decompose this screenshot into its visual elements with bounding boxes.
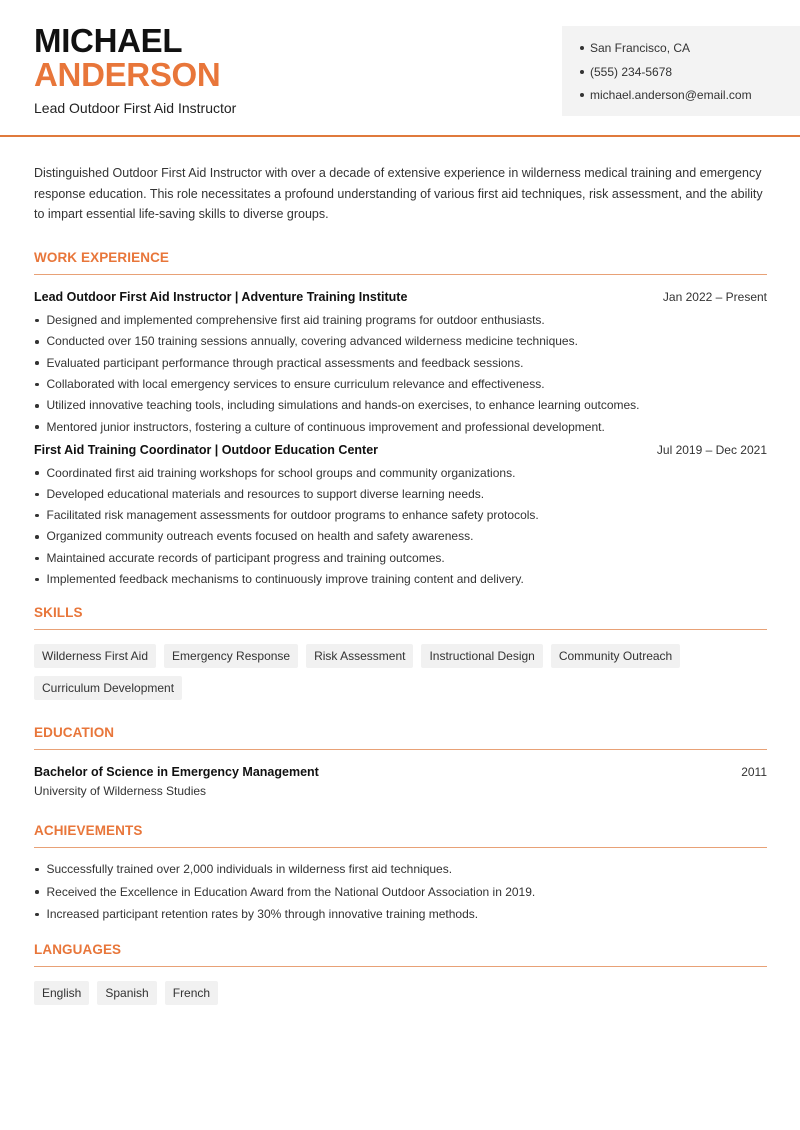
contact-email[interactable]: michael.anderson@email.com bbox=[580, 87, 782, 103]
education-section bbox=[34, 725, 767, 798]
list-item: Utilized innovative teaching tools, including simulations and hands-on exercises, to enhance learning outcomes. bbox=[34, 398, 767, 413]
job-role: Lead Outdoor First Aid Instructor | Adventure Training Institute bbox=[34, 290, 408, 305]
section-title-skills: SKILLS bbox=[34, 605, 767, 630]
bullet-icon bbox=[35, 319, 39, 323]
languages-section bbox=[34, 942, 767, 1005]
skill-chip: Risk Assessment bbox=[306, 644, 413, 668]
contact-location: San Francisco, CA bbox=[580, 40, 782, 56]
language-chip: Spanish bbox=[97, 981, 156, 1005]
language-chip: French bbox=[165, 981, 218, 1005]
list-item: Developed educational materials and resources to support diverse learning needs. bbox=[34, 487, 767, 502]
education-degree: Bachelor of Science in Emergency Management bbox=[34, 765, 319, 780]
education-school: University of Wilderness Studies bbox=[34, 784, 207, 799]
list-item: Mentored junior instructors, fostering a culture of continuous improvement and professional development. bbox=[34, 420, 767, 435]
last-name: ANDERSON bbox=[34, 56, 221, 93]
skill-chip: Instructional Design bbox=[421, 644, 542, 668]
list-item: Collaborated with local emergency services to ensure curriculum relevance and effectiveness. bbox=[34, 377, 767, 392]
bullet-icon bbox=[35, 493, 39, 497]
list-item: Received the Excellence in Education Award from the National Outdoor Association in 2019. bbox=[34, 885, 767, 900]
job-title: Lead Outdoor First Aid Instructor bbox=[34, 100, 237, 116]
bullet-icon bbox=[580, 46, 584, 50]
experience-section bbox=[34, 250, 767, 587]
summary: Distinguished Outdoor First Aid Instructor with over a decade of extensive experience in wilderness medical training and emergency response education. This role necessitates a profound understanding of various first aid techniques, risk assessment, and the ability to impart essential life-saving skills to diverse groups. bbox=[34, 166, 763, 222]
skill-chip: Wilderness First Aid bbox=[34, 644, 156, 668]
bullet-icon bbox=[580, 93, 584, 97]
section-title-languages: LANGUAGES bbox=[34, 942, 767, 967]
bullet-icon bbox=[35, 361, 39, 365]
list-item: Coordinated first aid training workshops for school groups and community organizations. bbox=[34, 466, 767, 481]
skill-chip: Curriculum Development bbox=[34, 676, 182, 700]
education-year: 2011 bbox=[741, 765, 767, 780]
bullet-icon bbox=[35, 913, 39, 917]
skill-chip: Community Outreach bbox=[551, 644, 680, 668]
bullet-icon bbox=[35, 535, 39, 539]
list-item: Evaluated participant performance through practical assessments and feedback sessions. bbox=[34, 356, 767, 371]
resume-body bbox=[34, 163, 767, 1005]
section-title-education: EDUCATION bbox=[34, 725, 767, 750]
contact-phone: (555) 234-5678 bbox=[580, 64, 782, 80]
bullet-icon bbox=[35, 890, 39, 894]
skill-chip: Emergency Response bbox=[164, 644, 298, 668]
first-name: MICHAEL bbox=[34, 22, 183, 59]
list-item: Organized community outreach events focused on health and safety awareness. bbox=[34, 529, 767, 544]
job-entry bbox=[34, 290, 767, 434]
candidate-name bbox=[34, 24, 220, 92]
bullet-icon bbox=[35, 383, 39, 387]
section-title-experience: WORK EXPERIENCE bbox=[34, 250, 767, 275]
list-item: Maintained accurate records of participant progress and training outcomes. bbox=[34, 551, 767, 566]
list-item: Implemented feedback mechanisms to continuously improve training content and delivery. bbox=[34, 572, 767, 587]
achievements-section bbox=[34, 823, 767, 922]
job-dates: Jul 2019 – Dec 2021 bbox=[656, 442, 767, 457]
bullet-icon bbox=[35, 425, 39, 429]
bullet-icon bbox=[35, 578, 39, 582]
list-item: Increased participant retention rates by 30% through innovative training methods. bbox=[34, 907, 767, 922]
bullet-icon bbox=[35, 471, 39, 475]
resume-header bbox=[0, 0, 800, 137]
list-item: Facilitated risk management assessments for outdoor programs to enhance safety protocols. bbox=[34, 508, 767, 523]
language-chip: English bbox=[34, 981, 89, 1005]
bullet-icon bbox=[35, 557, 39, 561]
bullet-icon bbox=[35, 868, 39, 872]
list-item: Designed and implemented comprehensive first aid training programs for outdoor enthusiasts. bbox=[34, 313, 767, 328]
bullet-icon bbox=[35, 340, 39, 344]
skills-section bbox=[34, 605, 767, 700]
section-title-achievements: ACHIEVEMENTS bbox=[34, 823, 767, 848]
list-item: Successfully trained over 2,000 individuals in wilderness first aid techniques. bbox=[34, 862, 767, 877]
list-item: Conducted over 150 training sessions annually, covering advanced wilderness medicine techniques. bbox=[34, 334, 767, 349]
bullet-icon bbox=[580, 70, 584, 74]
bullet-icon bbox=[35, 404, 39, 408]
job-entry bbox=[34, 443, 767, 587]
contact-box bbox=[562, 26, 800, 116]
bullet-icon bbox=[35, 514, 39, 518]
job-dates: Jan 2022 – Present bbox=[662, 290, 767, 305]
job-role: First Aid Training Coordinator | Outdoor Education Center bbox=[34, 442, 379, 457]
